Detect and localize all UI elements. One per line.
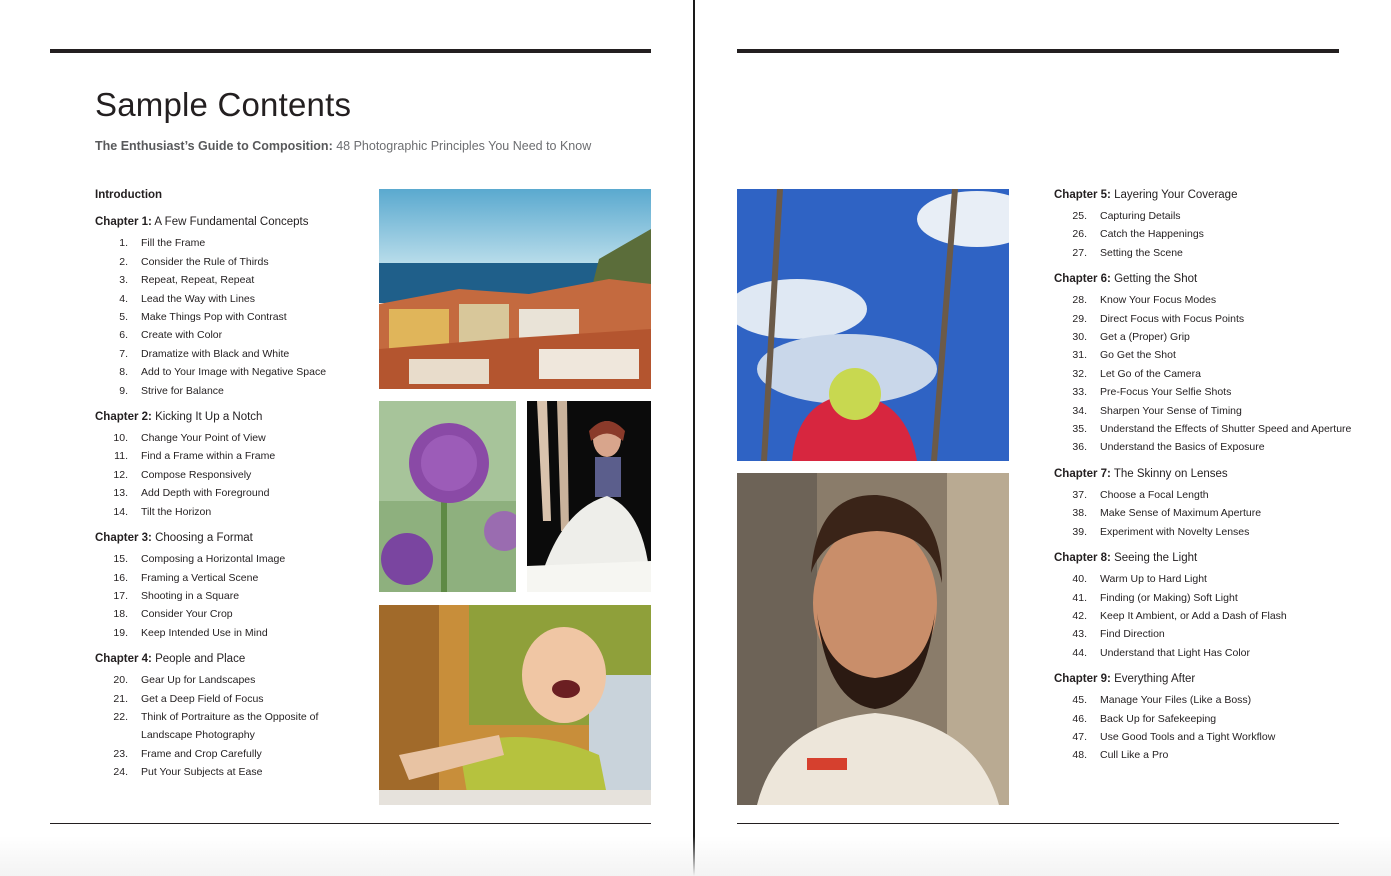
toc-list-item	[95, 624, 335, 642]
item-title: Gear Up for Landscapes	[141, 674, 256, 687]
toc-list-item	[1054, 728, 1354, 746]
item-number: 30.	[1072, 331, 1087, 344]
laughing-child-photo	[379, 605, 651, 805]
item-title: Change Your Point of View	[141, 432, 266, 445]
item-title: Find Direction	[1100, 628, 1165, 641]
item-number: 48.	[1072, 749, 1087, 762]
item-number: 21.	[113, 692, 128, 705]
chapter-name: Choosing a Format	[151, 532, 253, 545]
toc-list-item	[1054, 691, 1354, 709]
toc-list-item	[95, 690, 335, 708]
chapter-heading	[1054, 187, 1354, 203]
item-title: Understand that Light Has Color	[1100, 646, 1250, 659]
item-title: Strive for Balance	[141, 384, 224, 397]
item-number: 11.	[114, 450, 128, 463]
toc-list-item	[95, 587, 335, 605]
toc-list-item	[1054, 291, 1354, 309]
toc-list-item	[1054, 589, 1354, 607]
toc-list-item	[95, 550, 335, 568]
item-title: Lead the Way with Lines	[141, 292, 256, 305]
item-title: Framing a Vertical Scene	[141, 571, 259, 584]
item-title: Find a Frame within a Frame	[141, 450, 276, 463]
toc-list-item	[95, 363, 335, 381]
chapter-name: The Skinny on Lenses	[1110, 467, 1228, 480]
item-title: Frame and Crop Carefully	[141, 747, 262, 760]
item-number: 43.	[1072, 628, 1087, 641]
swing-hat-photo	[737, 189, 1009, 461]
item-title: Experiment with Novelty Lenses	[1100, 525, 1250, 538]
item-number: 13.	[113, 487, 128, 500]
toc-list-item	[1054, 420, 1354, 438]
item-number: 19.	[113, 626, 128, 639]
chapter-number: Chapter 8:	[1054, 552, 1111, 565]
toc-list-item	[95, 569, 335, 587]
toc-list-item	[1054, 523, 1354, 541]
item-number: 7.	[119, 347, 128, 360]
chapter-number: Chapter 2:	[95, 411, 152, 424]
chapter-heading	[1054, 671, 1354, 687]
toc-list-item	[95, 271, 335, 289]
item-number: 6.	[119, 329, 128, 342]
item-number: 20.	[113, 674, 128, 687]
bearded-man-portrait-photo	[737, 473, 1009, 805]
toc-list-item	[95, 605, 335, 623]
toc-list-item	[95, 763, 335, 781]
toc-list-item	[95, 290, 335, 308]
item-title: Back Up for Safekeeping	[1100, 712, 1217, 725]
item-title: Manage Your Files (Like a Boss)	[1100, 694, 1252, 707]
item-number: 24.	[113, 766, 128, 779]
toc-list-item	[1054, 746, 1354, 764]
item-title: Fill the Frame	[141, 237, 206, 250]
item-number: 31.	[1072, 349, 1087, 362]
toc-list-item	[1054, 207, 1354, 225]
chapter-name: Kicking It Up a Notch	[151, 411, 263, 424]
item-number: 14.	[113, 505, 128, 518]
item-title: Choose a Focal Length	[1100, 488, 1209, 501]
item-number: 16.	[113, 571, 128, 584]
item-number: 36.	[1072, 441, 1087, 454]
toc-list-item	[1054, 625, 1354, 643]
item-title: Create with Color	[141, 329, 223, 342]
toc-list-item	[95, 234, 335, 252]
toc-list-item	[95, 447, 335, 465]
top-rule-left	[50, 49, 651, 53]
chapter-number: Chapter 9:	[1054, 673, 1111, 686]
toc-list-item	[95, 708, 335, 745]
toc-list-item	[1054, 402, 1354, 420]
toc-list-item	[1054, 486, 1354, 504]
item-title: Put Your Subjects at Ease	[141, 766, 263, 779]
item-title: Finding (or Making) Soft Light	[1100, 591, 1238, 604]
item-title: Pre-Focus Your Selfie Shots	[1100, 386, 1232, 399]
toc-list-item	[1054, 383, 1354, 401]
item-title: Think of Portraiture as the Opposite of Landscape Photography	[141, 710, 319, 742]
toc-list-item	[95, 345, 335, 363]
item-title: Go Get the Shot	[1100, 349, 1176, 362]
item-number: 38.	[1072, 507, 1087, 520]
item-title: Shooting in a Square	[141, 589, 240, 602]
item-title: Keep Intended Use in Mind	[141, 626, 268, 639]
item-number: 5.	[119, 311, 128, 324]
item-title: Warm Up to Hard Light	[1100, 573, 1207, 586]
toc-list-item	[95, 308, 335, 326]
chapter-name: A Few Fundamental Concepts	[151, 216, 309, 229]
item-title: Add to Your Image with Negative Space	[141, 366, 327, 379]
left-page	[0, 0, 693, 876]
toc-list-item	[95, 382, 335, 400]
chapter-number: Chapter 1:	[95, 216, 152, 229]
chapter-heading	[95, 651, 335, 667]
toc-list-item	[1054, 607, 1354, 625]
chapter-number: Chapter 7:	[1054, 467, 1111, 480]
item-title: Get a Deep Field of Focus	[141, 692, 264, 705]
item-title: Use Good Tools and a Tight Workflow	[1100, 730, 1276, 743]
item-title: Tilt the Horizon	[141, 505, 212, 518]
item-number: 44.	[1072, 646, 1087, 659]
item-title: Catch the Happenings	[1100, 228, 1204, 241]
item-title: Understand the Basics of Exposure	[1100, 441, 1265, 454]
allium-flower-photo	[379, 401, 516, 592]
book-title: The Enthusiast’s Guide to Composition:	[95, 139, 333, 153]
item-title: Know Your Focus Modes	[1100, 294, 1217, 307]
item-number: 45.	[1072, 694, 1087, 707]
book-subtitle	[95, 139, 591, 153]
toc-list-item	[95, 503, 335, 521]
chapter-heading	[1054, 466, 1354, 482]
toc-list-item	[95, 326, 335, 344]
item-number: 42.	[1072, 609, 1087, 622]
item-number: 18.	[113, 608, 128, 621]
item-title: Sharpen Your Sense of Timing	[1100, 404, 1242, 417]
item-title: Understand the Effects of Shutter Speed and Aperture	[1100, 423, 1352, 436]
chapter-name: Layering Your Coverage	[1110, 189, 1238, 201]
toc-introduction: Introduction	[95, 189, 163, 201]
chapter-heading	[1054, 550, 1354, 566]
page-shadow	[0, 836, 1391, 876]
toc-list-item	[1054, 365, 1354, 383]
chapter-number: Chapter 3:	[95, 532, 152, 545]
chapter-name: Seeing the Light	[1110, 552, 1198, 565]
item-title: Let Go of the Camera	[1100, 367, 1201, 380]
toc-list-item	[1054, 346, 1354, 364]
top-rule-right	[737, 49, 1339, 53]
item-title: Make Sense of Maximum Aperture	[1100, 507, 1262, 520]
chapter-heading	[95, 214, 335, 230]
toc-list-item	[1054, 310, 1354, 328]
toc-list-item	[1054, 328, 1354, 346]
toc-list-item	[95, 745, 335, 763]
item-title: Capturing Details	[1100, 210, 1181, 222]
item-title: Dramatize with Black and White	[141, 347, 290, 360]
item-title: Make Things Pop with Contrast	[141, 311, 287, 324]
toc-list-item	[95, 484, 335, 502]
item-title: Repeat, Repeat, Repeat	[141, 274, 255, 287]
toc-left-column	[95, 186, 335, 782]
right-page	[695, 0, 1391, 876]
item-number: 8.	[119, 366, 128, 379]
item-number: 35.	[1072, 423, 1087, 436]
item-number: 12.	[113, 468, 128, 481]
item-title: Compose Responsively	[141, 468, 252, 481]
chapter-number: Chapter 5:	[1054, 189, 1111, 201]
item-number: 17.	[113, 589, 128, 602]
toc-list-item	[95, 253, 335, 271]
item-number: 10.	[113, 432, 128, 445]
item-number: 33.	[1072, 386, 1087, 399]
item-number: 26.	[1072, 228, 1087, 241]
item-title: Keep It Ambient, or Add a Dash of Flash	[1100, 609, 1287, 622]
item-number: 1.	[119, 237, 128, 250]
item-title: Direct Focus with Focus Points	[1100, 312, 1245, 325]
item-number: 47.	[1072, 730, 1087, 743]
chapter-heading	[1054, 271, 1354, 287]
item-number: 23.	[113, 747, 128, 760]
toc-list-item	[1054, 225, 1354, 243]
chapter-number: Chapter 6:	[1054, 273, 1111, 286]
toc-list-item	[1054, 710, 1354, 728]
ballerina-photo	[527, 401, 651, 592]
chapter-number: Chapter 4:	[95, 653, 152, 666]
toc-list-item	[1054, 438, 1354, 456]
toc-list-item	[1054, 504, 1354, 522]
toc-list-item	[95, 466, 335, 484]
item-title: Get a (Proper) Grip	[1100, 331, 1190, 344]
book-tagline: 48 Photographic Principles You Need to Know	[332, 139, 592, 153]
page-title: Sample Contents	[95, 86, 352, 123]
item-number: 32.	[1072, 367, 1087, 380]
toc-list-item	[95, 429, 335, 447]
chapter-name: People and Place	[151, 653, 246, 666]
item-number: 15.	[113, 553, 128, 566]
toc-list-item	[1054, 244, 1354, 262]
item-number: 39.	[1072, 525, 1087, 538]
bottom-rule-left	[50, 823, 651, 824]
bottom-rule-right	[737, 823, 1339, 824]
item-number: 25.	[1072, 210, 1087, 222]
item-title: Cull Like a Pro	[1100, 749, 1169, 762]
item-title: Add Depth with Foreground	[141, 487, 270, 500]
chapter-name: Getting the Shot	[1110, 273, 1198, 286]
toc-list-item	[95, 671, 335, 689]
item-number: 22.	[113, 710, 128, 723]
toc-right-column	[1054, 187, 1354, 765]
item-number: 29.	[1072, 312, 1087, 325]
item-number: 3.	[119, 274, 128, 287]
item-number: 34.	[1072, 404, 1087, 417]
item-title: Setting the Scene	[1100, 246, 1183, 259]
coastal-village-photo	[379, 189, 651, 389]
item-title: Consider the Rule of Thirds	[141, 255, 269, 268]
chapter-heading	[95, 409, 335, 425]
item-number: 2.	[119, 255, 128, 268]
item-number: 9.	[119, 384, 128, 397]
toc-list-item	[1054, 644, 1354, 662]
item-number: 4.	[119, 292, 128, 305]
item-title: Composing a Horizontal Image	[141, 553, 286, 566]
toc-list-item	[1054, 570, 1354, 588]
item-number: 40.	[1072, 573, 1087, 586]
chapter-heading	[95, 530, 335, 546]
item-title: Consider Your Crop	[141, 608, 233, 621]
chapter-name: Everything After	[1110, 673, 1196, 686]
item-number: 41.	[1072, 591, 1087, 604]
item-number: 46.	[1072, 712, 1087, 725]
item-number: 37.	[1072, 488, 1087, 501]
item-number: 27.	[1072, 246, 1087, 259]
item-number: 28.	[1072, 294, 1087, 307]
